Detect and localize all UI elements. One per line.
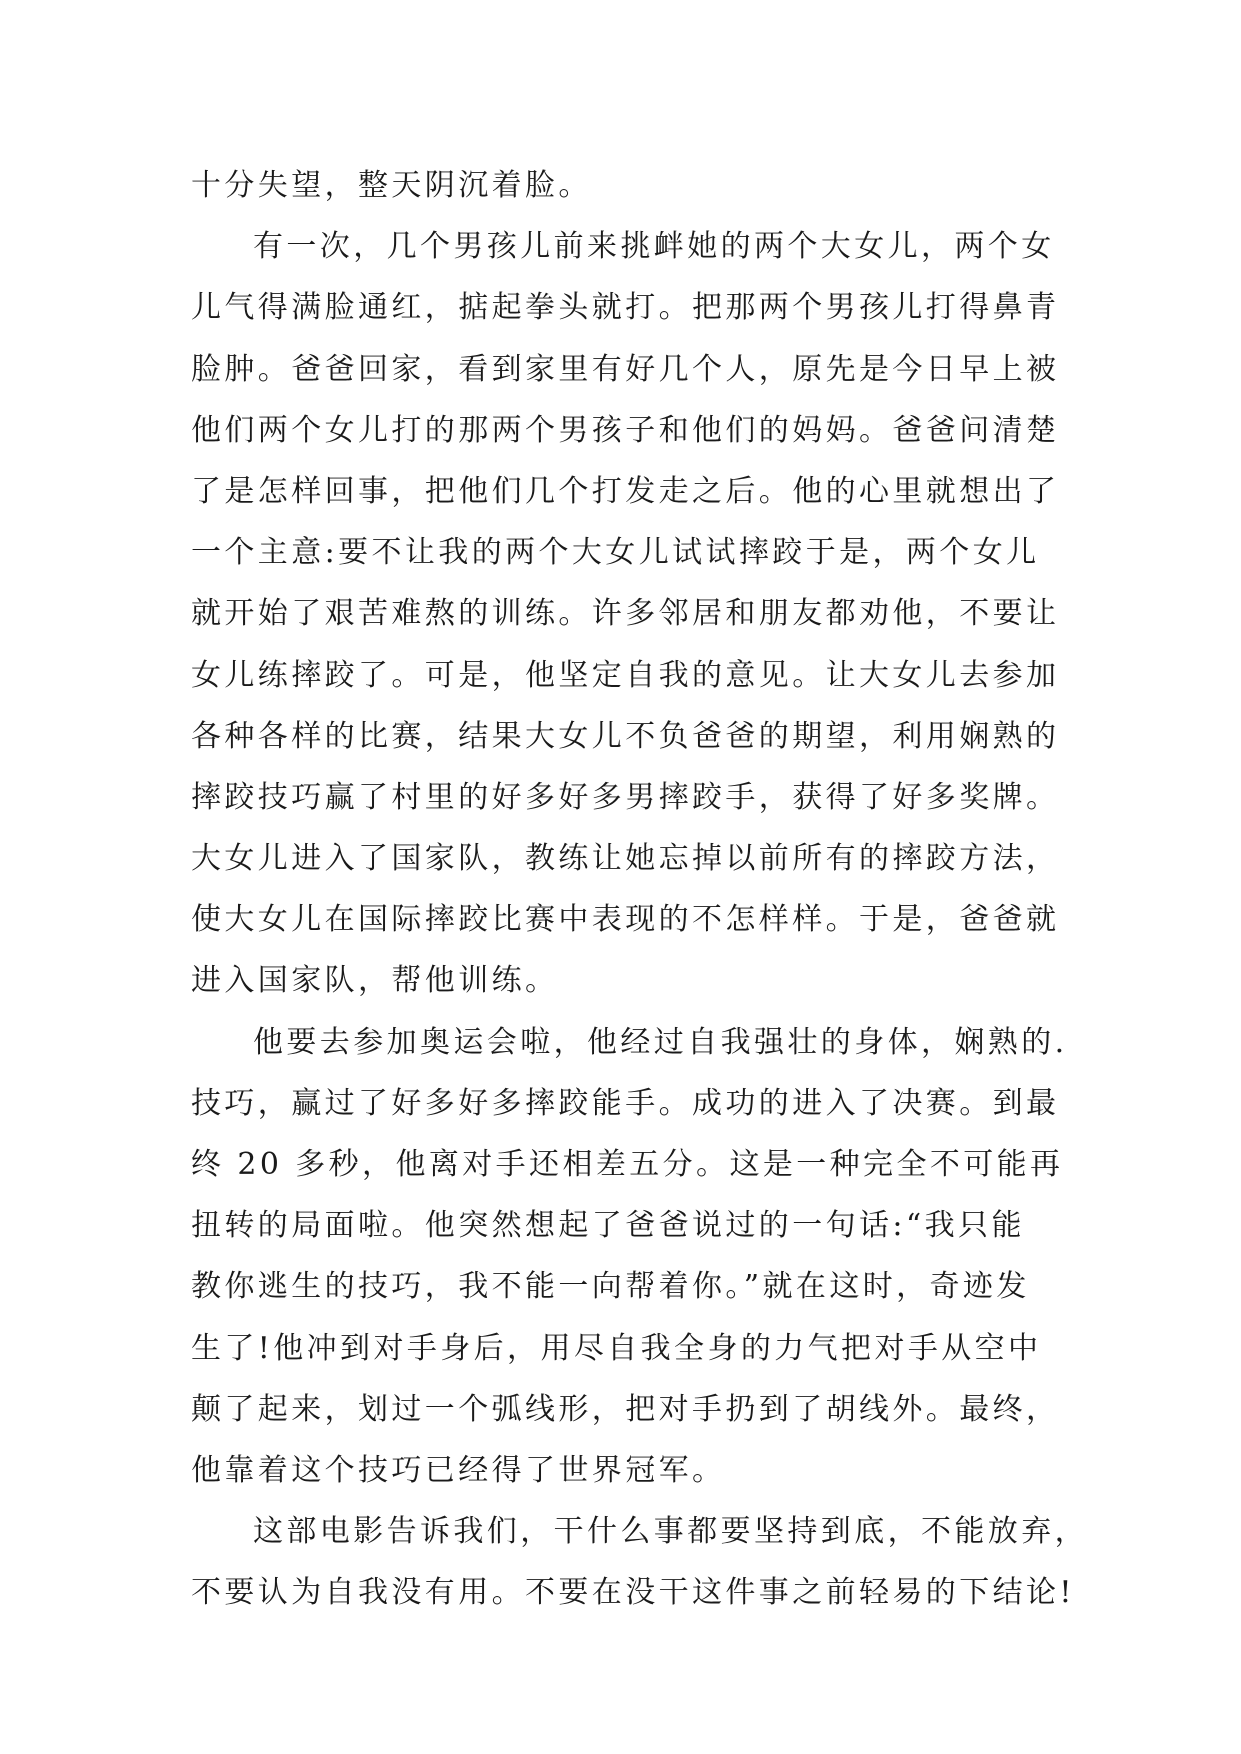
- text-line: 他们两个女儿打的那两个男孩子和他们的妈妈。爸爸问清楚: [191, 412, 1060, 448]
- text-line: 颠了起来，划过一个弧线形，把对手扔到了胡线外。最终，: [191, 1391, 1060, 1427]
- text-line: 终 20 多秒，他离对手还相差五分。这是一种完全不可能再: [191, 1147, 1064, 1182]
- text-line: 了是怎样回事，把他们几个打发走之后。他的心里就想出了: [191, 473, 1060, 509]
- text-line: 一个主意:要不让我的两个大女儿试试摔跤于是，两个女儿: [191, 535, 1040, 571]
- paragraph: [191, 1501, 1088, 1623]
- text-line: 使大女儿在国际摔跤比赛中表现的不怎样样。于是，爸爸就: [191, 902, 1060, 938]
- text-line: 脸肿。爸爸回家，看到家里有好几个人，原先是今日早上被: [191, 351, 1060, 387]
- text-line: 技巧，赢过了好多好多摔跤能手。成功的进入了决赛。到最: [191, 1085, 1060, 1121]
- text-line: 生了!他冲到对手身后，用尽自我全身的力气把对手从空中: [191, 1330, 1042, 1366]
- text-line: 这部电影告诉我们，干什么事都要坚持到底，不能放弃，: [253, 1514, 1088, 1550]
- text-line: 儿气得满脸通红，掂起拳头就打。把那两个男孩儿打得鼻青: [191, 290, 1060, 326]
- text-line: 有一次，几个男孩儿前来挑衅她的两个大女儿，两个女: [253, 229, 1055, 265]
- text-line: 大女儿进入了国家队，教练让她忘掉以前所有的摔跤方法，: [191, 841, 1060, 877]
- text-line: 各种各样的比赛，结果大女儿不负爸爸的期望，利用娴熟的: [191, 718, 1060, 754]
- paragraph: [191, 155, 1071, 216]
- text-line: 摔跤技巧赢了村里的好多好多男摔跤手，获得了好多奖牌。: [191, 779, 1060, 815]
- paragraph: [191, 1012, 1071, 1502]
- paragraph: [191, 216, 1071, 1011]
- text-line: 进入国家队，帮他训练。: [191, 963, 559, 999]
- text-line: 女儿练摔跤了。可是，他坚定自我的意见。让大女儿去参加: [191, 657, 1060, 693]
- text-line: 扭转的局面啦。他突然想起了爸爸说过的一句话:“我只能: [191, 1208, 1025, 1244]
- text-line: 十分失望，整天阴沉着脸。: [191, 168, 592, 203]
- document-body: [191, 155, 1088, 1624]
- text-line: 他要去参加奥运会啦，他经过自我强壮的身体，娴熟的.: [253, 1024, 1068, 1060]
- text-line: 不要认为自我没有用。不要在没干这件事之前轻易的下结论!: [191, 1575, 1075, 1611]
- text-line: 就开始了艰苦难熬的训练。许多邻居和朋友都劝他，不要让: [191, 596, 1060, 632]
- text-line: 教你逃生的技巧，我不能一向帮着你。”就在这时，奇迹发: [191, 1269, 1030, 1305]
- text-line: 他靠着这个技巧已经得了世界冠军。: [191, 1452, 726, 1488]
